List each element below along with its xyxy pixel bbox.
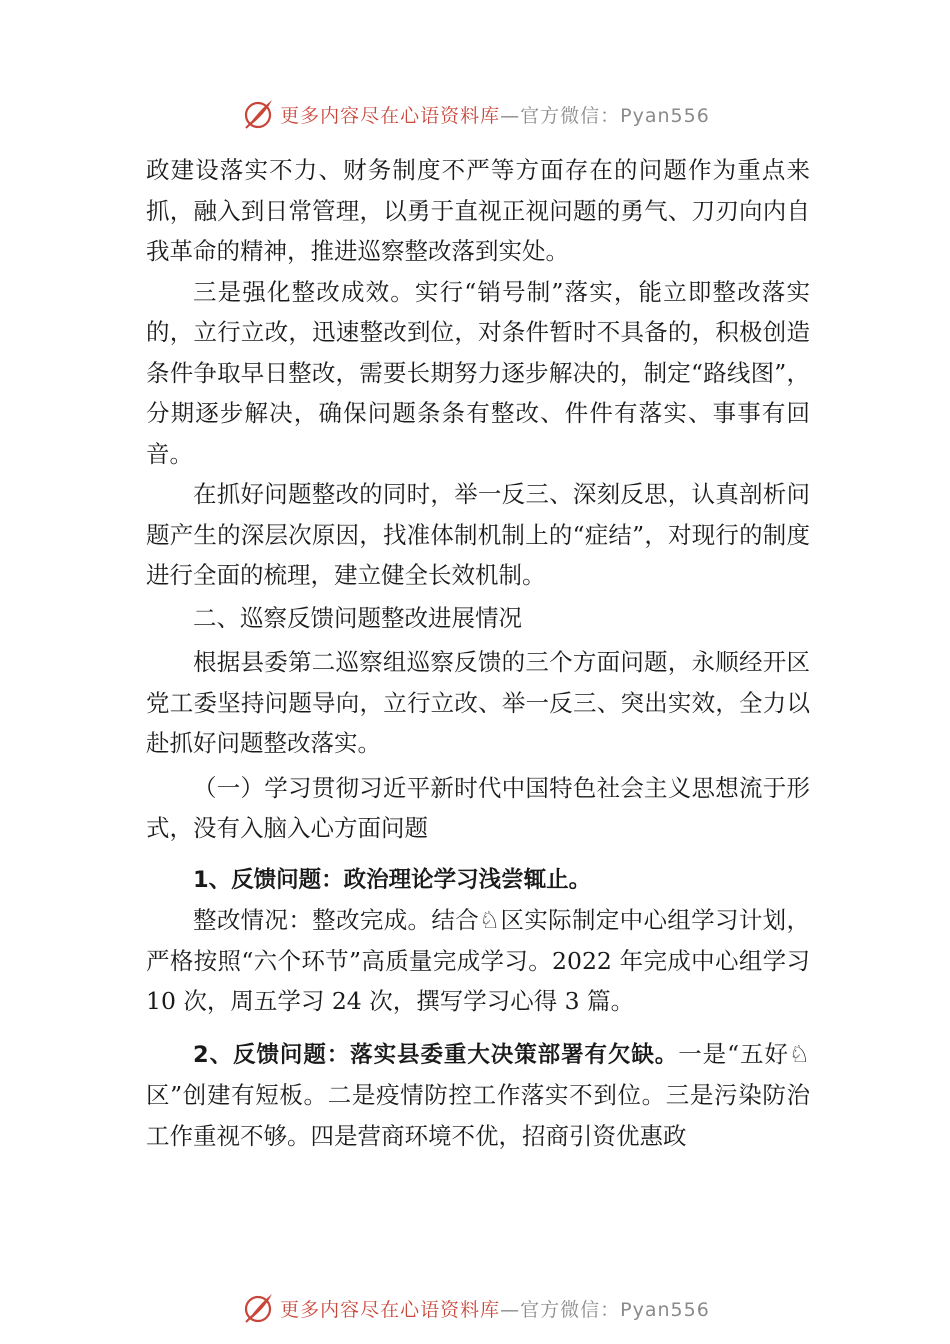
watermark-red-text: 更多内容尽在心语资料库 xyxy=(280,1298,501,1321)
paragraph-1: 政建设落实不力、财务制度不严等方面存在的问题作为重点来抓，融入到日常管理，以勇于直视正视问题的勇气、刀刃向内自我革命的精神，推进巡察整改落到实处。 xyxy=(146,156,810,265)
header-watermark xyxy=(0,96,950,132)
watermark-grey-text: —官方微信：Pyan556 xyxy=(500,104,710,127)
paragraph-3: 在抓好问题整改的同时，举一反三、深刻反思，认真剖析问题产生的深层次原因，找准体制机制上的“症结”，对现行的制度进行全面的梳理，建立健全长效机制。 xyxy=(146,480,810,589)
document-body xyxy=(146,150,810,1156)
quill-pen-logo-icon xyxy=(240,96,276,132)
quill-pen-logo-icon xyxy=(240,1290,276,1326)
paragraph-5: （一）学习贯彻习近平新时代中国特色社会主义思想流于形式，没有入脑入心方面问题 xyxy=(146,773,810,842)
feedback-question-1 xyxy=(146,859,810,901)
paragraph-2: 三是强化整改成效。实行“销号制”落实，能立即整改落实的，立行立改，迅速整改到位，对条件暂时不具备的，积极创造条件争取早日整改，需要长期努力逐步解决的，制定“路线图”，分期逐步解决，确保问题条条有整改、件件有落实、事事有回音。 xyxy=(146,277,810,468)
paragraph-7: 一是“五好♘区”创建有短板。二是疫情防控工作落实不到位。三是污染防治工作重视不够。四是营商环境不优，招商引资优惠政 xyxy=(146,1039,810,1150)
paragraph-4: 根据县委第二巡察组巡察反馈的三个方面问题，永顺经开区党工委坚持问题导向，立行立改、举一反三、突出实效，全力以赴抓好问题整改落实。 xyxy=(146,648,810,757)
footer-watermark xyxy=(0,1290,950,1326)
section-heading-2: 二、巡察反馈问题整改进展情况 xyxy=(193,603,522,632)
feedback-question-1-title: 1、反馈问题：政治理论学习浅尝辄止。 xyxy=(193,866,592,893)
feedback-question-2-title: 2、反馈问题：落实县委重大决策部署有欠缺。 xyxy=(193,1041,679,1068)
watermark-red-text: 更多内容尽在心语资料库 xyxy=(280,104,501,127)
watermark-grey-text: —官方微信：Pyan556 xyxy=(500,1298,710,1321)
paragraph-6: 整改情况：整改完成。结合♘区实际制定中心组学习计划，严格按照“六个环节”高质量完成学习。2022 年完成中心组学习 10 次，周五学习 24 次，撰写学习心得 3 篇。 xyxy=(146,906,810,1015)
feedback-question-2 xyxy=(146,1034,810,1157)
